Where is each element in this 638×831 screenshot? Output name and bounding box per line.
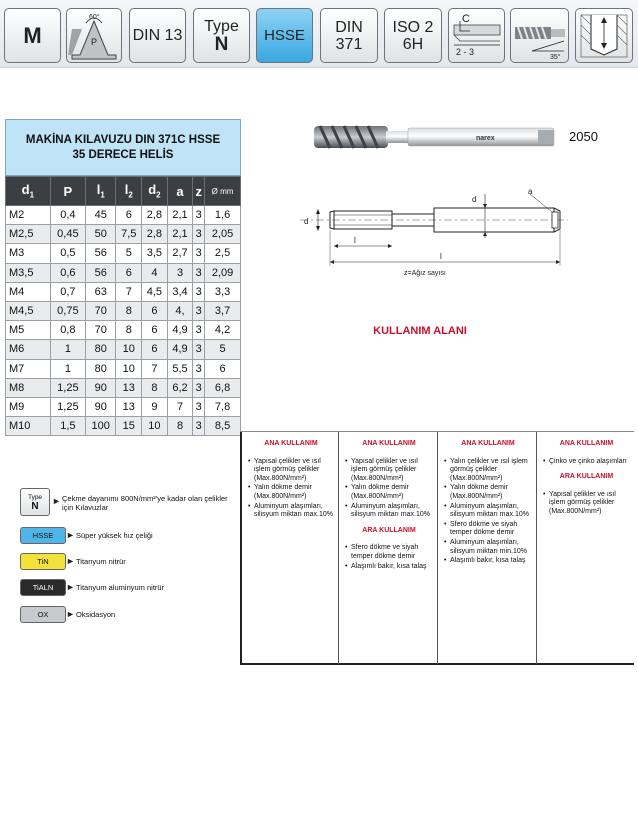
table-cell: 70: [86, 301, 116, 320]
table-row: [6, 321, 241, 340]
table-cell: 6: [142, 301, 168, 320]
arrow-icon: ►: [66, 530, 75, 540]
table-cell: 1,5: [50, 417, 85, 436]
legend-tin: [20, 553, 240, 571]
usage-item: • Yalın dökme demir (Max.800N/mm²): [444, 484, 532, 501]
usage-column-4: [536, 432, 634, 664]
table-cell: 0,7: [50, 282, 85, 301]
table-cell: M9: [6, 397, 51, 416]
usage-column-1: [240, 432, 338, 664]
usage-item: • Alaşımlı bakır, kısa talaş: [444, 557, 532, 566]
technical-drawing: [290, 182, 580, 282]
usage-item: • Sfero dökme ve siyah temper dökme demir: [444, 521, 532, 538]
table-cell: M10: [6, 417, 51, 436]
table-cell: 2,1: [167, 206, 193, 225]
table-cell: 6: [142, 340, 168, 359]
label-a: a: [528, 187, 533, 196]
table-cell: 5,5: [167, 359, 193, 378]
chamfer-icon: [450, 11, 504, 61]
usage-column-3: [437, 432, 536, 664]
table-cell: 7: [142, 359, 168, 378]
table-cell: 6: [116, 206, 142, 225]
arrow-icon: ►: [66, 582, 75, 592]
table-cell: 100: [86, 417, 116, 436]
table-cell: 3,3: [205, 282, 241, 301]
arrow-icon: ►: [52, 496, 61, 506]
table-cell: 2,09: [205, 263, 241, 282]
table-cell: 1: [50, 359, 85, 378]
arrow-icon: ►: [66, 556, 75, 566]
usage-item: • Sfero dökme ve siyah temper dökme demir: [345, 544, 433, 561]
type-label: Type: [204, 17, 239, 35]
table-row: [6, 263, 241, 282]
table-cell: 6: [116, 263, 142, 282]
table-cell: 3: [193, 340, 205, 359]
table-title-line2: 35 DERECE HELİS: [72, 148, 174, 161]
din371-tile: [320, 8, 378, 63]
table-cell: 5: [116, 244, 142, 263]
table-cell: 3: [167, 263, 193, 282]
table-cell: 0,4: [50, 206, 85, 225]
table-cell: 4,5: [142, 282, 168, 301]
table-cell: 6: [142, 321, 168, 340]
usage-item: • Aluminyum alaşımları, silisyum miktarı max.10%: [345, 503, 433, 520]
table-cell: 8: [142, 378, 168, 397]
usage-main-list: [345, 458, 433, 520]
col-header-d1: $d_1$: [6, 177, 51, 206]
thread-angle-tile: [66, 8, 122, 63]
table-cell: 1,25: [50, 397, 85, 416]
table-cell: 3: [193, 378, 205, 397]
table-row: [6, 417, 241, 436]
angle-value: 60°: [89, 13, 100, 21]
table-cell: 80: [86, 359, 116, 378]
table-cell: 10: [116, 340, 142, 359]
legend-tialn: [20, 579, 240, 597]
table-cell: 56: [86, 244, 116, 263]
table-cell: 4: [142, 263, 168, 282]
col-header-l1: $l_1$: [86, 177, 116, 206]
table-cell: 3: [193, 417, 205, 436]
table-cell: 4,9: [167, 340, 193, 359]
table-cell: 80: [86, 340, 116, 359]
table-cell: 3: [193, 282, 205, 301]
table-cell: 6,8: [205, 378, 241, 397]
table-cell: 1,25: [50, 378, 85, 397]
hsse-label: HSSE: [264, 27, 305, 44]
arrow-icon: ►: [66, 609, 75, 619]
table-cell: 7,5: [116, 225, 142, 244]
usage-main-list: [444, 458, 532, 566]
tin-badge: TiN: [20, 553, 66, 570]
table-cell: M3: [6, 244, 51, 263]
usage-item: • Yapısal çelikler ve ısıl işlem görmüş çelikler (Max.800N/mm²): [345, 458, 433, 484]
table-cell: 8: [116, 301, 142, 320]
label-l2: l: [354, 236, 356, 245]
table-cell: 3: [193, 301, 205, 320]
table-cell: 0,5: [50, 244, 85, 263]
table-cell: M5: [6, 321, 51, 340]
spec-table: [5, 176, 241, 436]
drawing-caption: z=Ağız sayısı: [404, 270, 446, 277]
legend-type: [20, 488, 240, 518]
usage-item: • Aluminyum alaşımları, silisyum miktarı min.10%: [444, 539, 532, 556]
usage-alt-list: [543, 491, 630, 517]
iso-tile: [384, 8, 442, 63]
table-cell: 70: [86, 321, 116, 340]
usage-item: • Yapısal çelikler ve ısıl işlem görmüş çelikler (Max.800N/mm²): [248, 458, 334, 484]
table-cell: 3: [193, 263, 205, 282]
table-cell: 3,4: [167, 282, 193, 301]
table-row: [6, 244, 241, 263]
spiral-tile: [510, 8, 569, 63]
table-cell: 3,7: [205, 301, 241, 320]
type-tile: [193, 8, 250, 63]
table-row: [6, 301, 241, 320]
table-row: [6, 340, 241, 359]
table-cell: M2: [6, 206, 51, 225]
table-cell: 7: [116, 282, 142, 301]
table-cell: 8: [167, 417, 193, 436]
table-cell: 50: [86, 225, 116, 244]
tin-description: Titanyum nitrür: [76, 557, 126, 566]
spiral-angle: 35°: [550, 53, 561, 61]
din13-label: DIN 13: [132, 26, 183, 44]
table-cell: 13: [116, 397, 142, 416]
usage-item: • Aluminyum alaşımları, silisyum miktarı max.10%: [248, 503, 334, 520]
usage-alt-heading: ARA KULLANIM: [362, 526, 416, 534]
table-cell: 1: [50, 340, 85, 359]
table-cell: 10: [142, 417, 168, 436]
table-cell: 4,2: [205, 321, 241, 340]
usage-main-list: [248, 458, 334, 520]
metric-thread-tile: [4, 8, 61, 63]
col-header-d2: $d_2$: [142, 177, 168, 206]
usage-item: • Yalın dökme demir (Max.800N/mm²): [248, 484, 334, 501]
col-header-drill: Ø mm: [205, 177, 241, 206]
table-cell: 2,5: [205, 244, 241, 263]
legend-hsse: [20, 527, 240, 545]
table-cell: 4,9: [167, 321, 193, 340]
hsse-badge: HSSE: [20, 527, 66, 544]
iso-line1: ISO 2: [392, 18, 434, 36]
table-row: [6, 206, 241, 225]
table-cell: 15: [116, 417, 142, 436]
usage-item: • Yalın çelikler ve ısıl işlem görmüş çelikler (Max.800N/mm²): [444, 458, 532, 484]
angle-letter: P: [91, 36, 98, 47]
usage-main-heading: ANA KULLANIM: [461, 440, 515, 447]
table-cell: 0,6: [50, 263, 85, 282]
table-title: [5, 119, 241, 176]
usage-main-heading: ANA KULLANIM: [559, 440, 614, 447]
type-description: Çekme dayanımı 800N/mm²'ye kadar olan çelikler için Kılavuzlar: [62, 494, 228, 512]
table-cell: 3: [193, 244, 205, 263]
table-cell: M4: [6, 282, 51, 301]
table-cell: 5: [205, 340, 241, 359]
tialn-badge: TiALN: [20, 579, 66, 596]
usage-item: • Aluminyum alaşımları, silisyum miktarı max.10%: [444, 503, 532, 520]
table-row: [6, 282, 241, 301]
table-cell: 4,: [167, 301, 193, 320]
ox-badge: OX: [20, 606, 66, 623]
table-cell: 2,8: [142, 206, 168, 225]
table-cell: M4,5: [6, 301, 51, 320]
hsse-description: Süper yüksek hız çeliği: [76, 531, 153, 540]
tialn-description: Titanyum aluminyum nitrür: [76, 583, 165, 592]
type-value: N: [214, 33, 229, 55]
metric-thread-label: M: [23, 22, 42, 48]
table-cell: 9: [142, 397, 168, 416]
table-cell: M7: [6, 359, 51, 378]
table-cell: 8,5: [205, 417, 241, 436]
chamfer-letter: C: [461, 12, 470, 25]
usage-item: • Yapısal çelikler ve ısıl işlem görmüş çelikler (Max.800N/mm²): [543, 491, 630, 517]
table-cell: 6,2: [167, 378, 193, 397]
table-cell: 45: [86, 206, 116, 225]
header-bar: [0, 0, 638, 68]
spec-table-body: [6, 206, 241, 436]
usage-main-heading: ANA KULLANIM: [362, 440, 416, 447]
usage-item: • Yalın dökme demir (Max.800N/mm²): [345, 484, 433, 501]
product-code: 2050: [569, 129, 598, 144]
usage-title: KULLANIM ALANI: [373, 325, 467, 337]
table-cell: 3: [193, 397, 205, 416]
col-header-l2: $l_2$: [116, 177, 142, 206]
table-cell: 56: [86, 263, 116, 282]
blind-hole-tile: [575, 8, 633, 63]
table-cell: 2,8: [142, 225, 168, 244]
table-cell: 7,8: [205, 397, 241, 416]
label-d2: d: [472, 195, 477, 204]
table-cell: 90: [86, 397, 116, 416]
table-cell: 3: [193, 206, 205, 225]
table-cell: 7: [167, 397, 193, 416]
col-header-z: z: [193, 177, 205, 206]
spiral-flute-icon: [512, 11, 567, 61]
table-cell: 3,5: [142, 244, 168, 263]
spec-table-header: [6, 177, 241, 206]
table-cell: 6: [205, 359, 241, 378]
ox-description: Oksidasyon: [76, 610, 116, 619]
table-cell: 63: [86, 282, 116, 301]
table-cell: M3,5: [6, 263, 51, 282]
table-title-line1: MAKİNA KILAVUZU DIN 371C HSSE: [25, 133, 221, 146]
usage-alt-list: [345, 544, 433, 571]
usage-main-list: [543, 458, 630, 467]
table-cell: 2,7: [167, 244, 193, 263]
table-cell: 2,05: [205, 225, 241, 244]
label-l1: l: [440, 252, 442, 261]
table-cell: 90: [86, 378, 116, 397]
usage-grid: [240, 431, 634, 665]
usage-column-2: [338, 432, 437, 664]
label-d1: d: [304, 217, 309, 226]
table-row: [6, 378, 241, 397]
table-row: [6, 225, 241, 244]
table-cell: 3: [193, 359, 205, 378]
usage-item: • Alaşımlı bakır, kısa talaş: [345, 563, 433, 572]
table-cell: 0,8: [50, 321, 85, 340]
table-cell: 10: [116, 359, 142, 378]
col-header-p: P: [50, 177, 85, 206]
thread-angle-icon: [68, 11, 120, 61]
chamfer-tile: [448, 8, 505, 63]
table-cell: 8: [116, 321, 142, 340]
blind-hole-icon: [577, 11, 631, 61]
table-cell: M2,5: [6, 225, 51, 244]
usage-item: • Çinko ve çinko alaşımları: [543, 458, 630, 467]
din371-line2: 371: [335, 35, 363, 53]
table-row: [6, 359, 241, 378]
brand-mark: narex: [476, 135, 495, 142]
legend-ox: [20, 606, 240, 624]
tap-photo: [300, 118, 560, 162]
table-cell: 3: [193, 225, 205, 244]
table-cell: M6: [6, 340, 51, 359]
din371-line1: DIN: [335, 18, 363, 36]
col-header-a: a: [167, 177, 193, 206]
din13-tile: [129, 8, 186, 63]
table-cell: 0,75: [50, 301, 85, 320]
usage-alt-heading: ARA KULLANIM: [559, 473, 614, 481]
table-row: [6, 397, 241, 416]
chamfer-value: 2 - 3: [455, 46, 474, 57]
table-cell: 2,1: [167, 225, 193, 244]
table-cell: 3: [193, 321, 205, 340]
table-cell: 1,6: [205, 206, 241, 225]
table-cell: 0,45: [50, 225, 85, 244]
hsse-tile: [256, 8, 313, 63]
iso-line2: 6H: [402, 35, 424, 53]
table-cell: M8: [6, 378, 51, 397]
type-badge: Type N: [20, 488, 50, 516]
table-cell: 13: [116, 378, 142, 397]
usage-main-heading: ANA KULLANIM: [264, 440, 318, 447]
